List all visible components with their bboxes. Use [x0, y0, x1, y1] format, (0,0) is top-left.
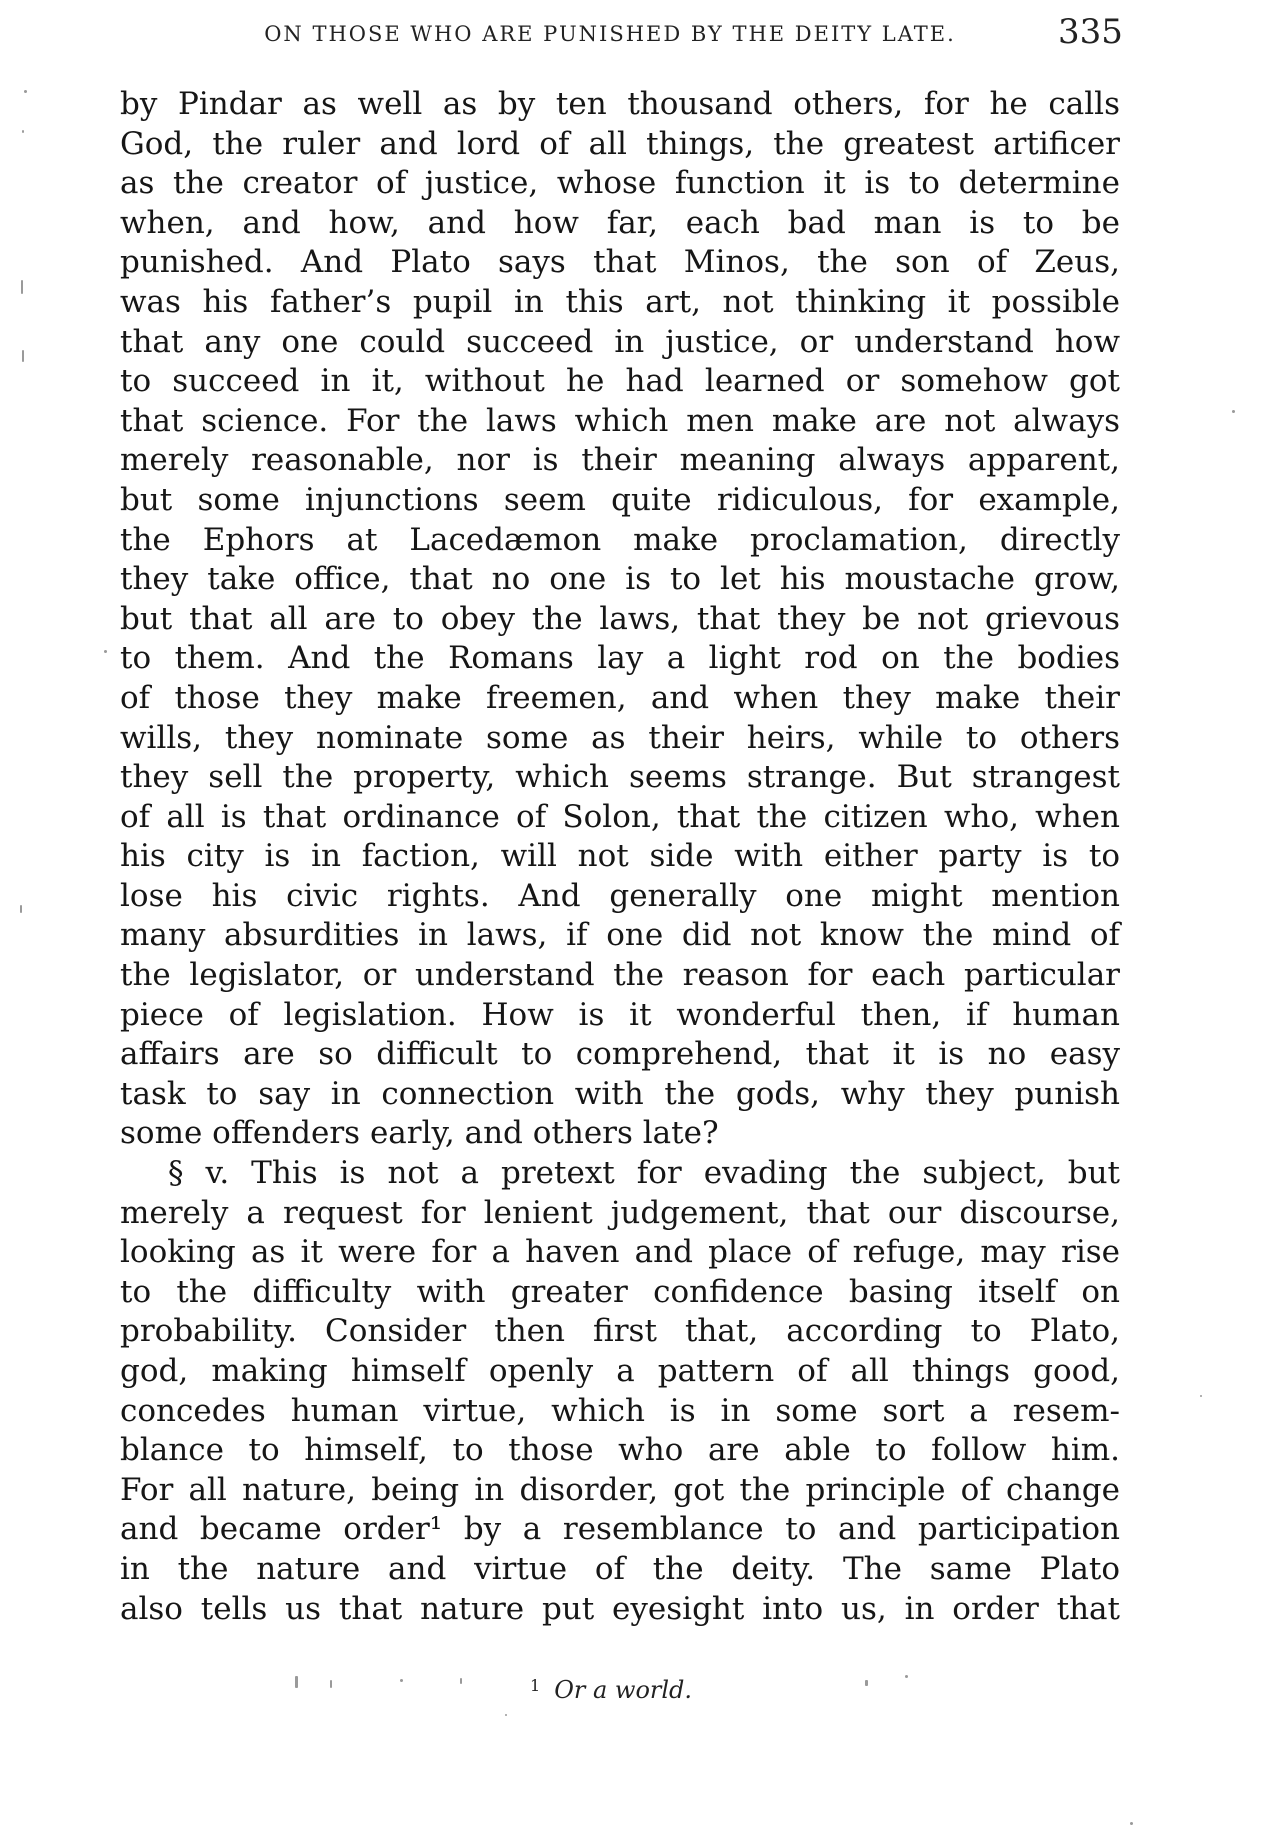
text-line: was his father’s pupil in this art, not thinking it possible — [120, 283, 1120, 320]
text-line: when, and how, and how far, each bad man is to be — [120, 204, 1120, 241]
paper-speck — [104, 650, 107, 653]
text-line: the Ephors at Lacedæmon make proclamation, directly — [120, 521, 1120, 558]
footnote-text: Or a world. — [554, 1676, 693, 1704]
text-line: his city is in faction, will not side with either party is to — [120, 838, 1120, 875]
paper-speck — [1130, 1822, 1133, 1825]
text-line: also tells us that nature put eyesight into us, in order that — [120, 1590, 1120, 1627]
paper-speck — [400, 1679, 403, 1682]
footnote-marker: 1 — [530, 1676, 541, 1695]
text-line: by Pindar as well as by ten thousand others, for he calls — [120, 86, 1120, 122]
text-line: the legislator, or understand the reason for each particular — [120, 957, 1120, 994]
text-line: that science. For the laws which men make are not always — [120, 402, 1120, 439]
text-line: merely a request for lenient judgement, that our discourse, — [120, 1194, 1120, 1231]
text-line: that any one could succeed in justice, or understand how — [120, 323, 1120, 360]
text-line: they sell the property, which seems strange. But strangest — [120, 759, 1120, 796]
text-line: to them. And the Romans lay a light rod on the bodies — [120, 640, 1120, 677]
text-line: but some injunctions seem quite ridiculous, for example, — [120, 481, 1120, 518]
text-line: merely reasonable, nor is their meaning always apparent, — [120, 442, 1120, 479]
text-line: probability. Consider then first that, according to Plato, — [120, 1313, 1120, 1350]
text-line: god, making himself openly a pattern of all things good, — [120, 1353, 1120, 1389]
text-line: For all nature, being in disorder, got the principle of change — [120, 1471, 1120, 1508]
text-line: piece of legislation. How is it wonderful then, if human — [120, 996, 1120, 1033]
paper-speck — [505, 1714, 507, 1716]
paper-speck — [330, 1680, 332, 1688]
paper-speck — [865, 1680, 868, 1686]
text-line: lose his civic rights. And generally one might mention — [120, 877, 1120, 914]
footnote — [530, 1676, 692, 1704]
text-line: of all is that ordinance of Solon, that the citizen who, when — [120, 798, 1120, 835]
paper-speck — [905, 1675, 908, 1678]
paper-speck — [22, 130, 24, 133]
paper-speck — [21, 280, 23, 294]
paper-speck — [1232, 410, 1235, 413]
paper-speck — [295, 1676, 298, 1688]
text-line: to the difficulty with greater confidence basing itself on — [120, 1273, 1120, 1310]
text-line: task to say in connection with the gods, why they punish — [120, 1075, 1120, 1112]
section-start-line: § v. This is not a pretext for evading the subject, but — [168, 1155, 1120, 1192]
text-line: they take office, that no one is to let his moustache grow, — [120, 561, 1120, 598]
text-line: as the creator of justice, whose function it is to determine — [120, 165, 1120, 202]
paper-speck — [24, 90, 27, 93]
text-line: in the nature and virtue of the deity. The same Plato — [120, 1550, 1120, 1587]
page-number: 335 — [1058, 12, 1123, 52]
text-line: of those they make freemen, and when they make their — [120, 679, 1120, 716]
text-line: and became order¹ by a resemblance to and participation — [120, 1511, 1120, 1548]
paper-speck — [22, 350, 24, 362]
text-line: punished. And Plato says that Minos, the son of Zeus, — [120, 244, 1120, 281]
text-line: wills, they nominate some as their heirs, while to others — [120, 719, 1120, 756]
text-line: affairs are so difficult to comprehend, that it is no easy — [120, 1036, 1120, 1073]
paragraph-end-line: some offenders early, and others late? — [120, 1115, 719, 1152]
text-line: concedes human virtue, which is in some sort a resem- — [120, 1392, 1120, 1429]
text-line: blance to himself, to those who are able to follow him. — [120, 1432, 1120, 1469]
running-title: ON THOSE WHO ARE PUNISHED BY THE DEITY LATE. — [264, 22, 956, 46]
text-line: to succeed in it, without he had learned or somehow got — [120, 363, 1120, 400]
text-line: but that all are to obey the laws, that they be not grievous — [120, 600, 1120, 637]
paper-speck — [20, 905, 22, 913]
text-line: looking as it were for a haven and place of refuge, may rise — [120, 1234, 1120, 1271]
body-text — [120, 85, 1120, 1629]
text-line: many absurdities in laws, if one did not know the mind of — [120, 917, 1120, 954]
paper-speck — [1200, 1395, 1202, 1397]
text-line: God, the ruler and lord of all things, the greatest artificer — [120, 125, 1120, 162]
paper-speck — [460, 1678, 462, 1684]
